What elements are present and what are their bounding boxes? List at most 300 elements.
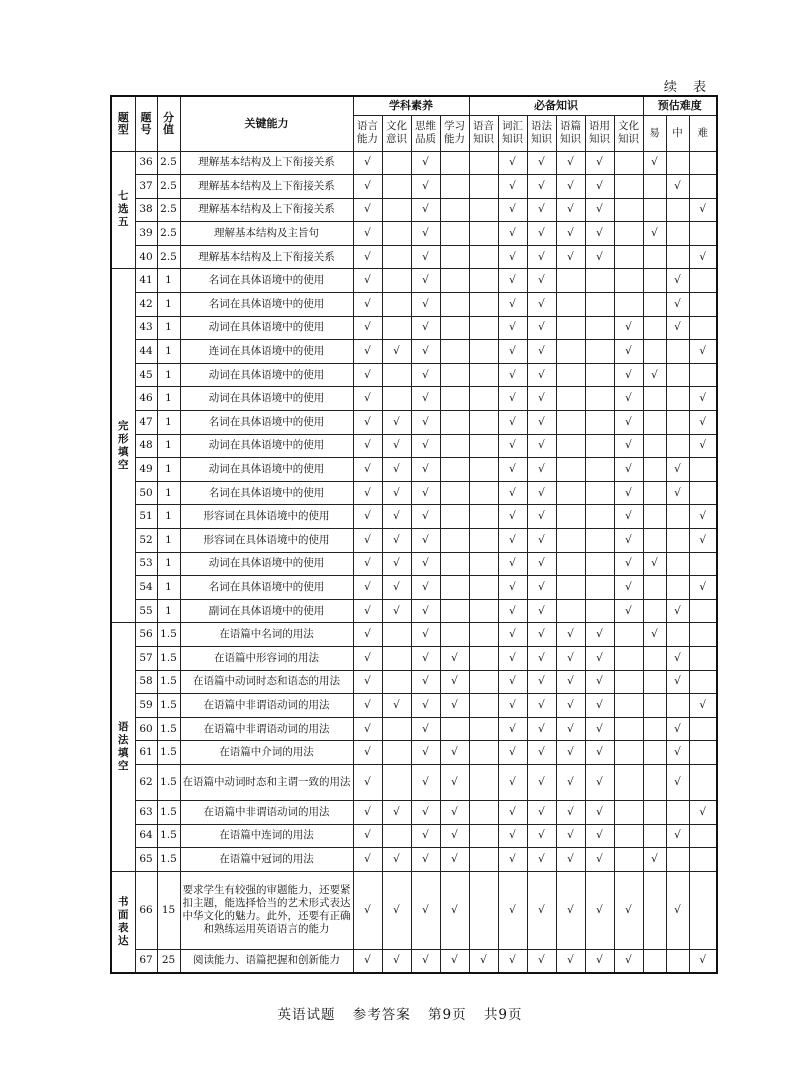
empty-cell	[469, 576, 498, 600]
empty-cell	[585, 505, 614, 529]
question-number-cell: 50	[135, 481, 157, 505]
empty-cell	[666, 198, 689, 222]
check-mark-cell: √	[353, 670, 382, 694]
table-row	[111, 340, 717, 364]
empty-cell	[689, 316, 717, 340]
check-mark-cell: √	[440, 646, 469, 670]
table-row	[111, 599, 717, 623]
empty-cell	[469, 293, 498, 317]
empty-cell	[382, 741, 411, 765]
table-row	[111, 552, 717, 576]
empty-cell	[382, 316, 411, 340]
check-mark-cell: √	[498, 411, 527, 435]
empty-cell	[440, 717, 469, 741]
check-mark-cell: √	[585, 623, 614, 647]
check-mark-cell: √	[440, 949, 469, 973]
empty-cell	[643, 198, 666, 222]
table-row	[111, 529, 717, 553]
check-mark-cell: √	[527, 529, 556, 553]
empty-cell	[643, 741, 666, 765]
empty-cell	[469, 505, 498, 529]
check-mark-cell: √	[382, 694, 411, 718]
score-cell: 1.5	[157, 741, 180, 765]
check-mark-cell: √	[527, 848, 556, 872]
table-row	[111, 646, 717, 670]
check-mark-cell: √	[498, 670, 527, 694]
check-mark-cell: √	[353, 411, 382, 435]
ability-cell: 理解基本结构及上下衔接关系	[180, 175, 353, 199]
subheader-cell: 学习能力	[440, 115, 469, 151]
check-mark-cell: √	[353, 316, 382, 340]
empty-cell	[469, 387, 498, 411]
check-mark-cell: √	[411, 245, 440, 269]
empty-cell	[440, 245, 469, 269]
subheader-cell: 文化意识	[382, 115, 411, 151]
check-mark-cell: √	[689, 505, 717, 529]
score-cell: 1.5	[157, 694, 180, 718]
table-row	[111, 245, 717, 269]
empty-cell	[689, 481, 717, 505]
empty-cell	[643, 387, 666, 411]
check-mark-cell: √	[353, 245, 382, 269]
ability-cell: 动词在具体语境中的使用	[180, 316, 353, 340]
check-mark-cell: √	[411, 175, 440, 199]
score-cell: 2.5	[157, 245, 180, 269]
header-num: 题号	[135, 96, 157, 151]
ability-cell: 名词在具体语境中的使用	[180, 411, 353, 435]
empty-cell	[469, 646, 498, 670]
ability-cell: 形容词在具体语境中的使用	[180, 529, 353, 553]
score-cell: 1	[157, 552, 180, 576]
check-mark-cell: √	[556, 694, 585, 718]
question-number-cell: 62	[135, 764, 157, 800]
footer-doc: 参考答案	[352, 1007, 411, 1023]
check-mark-cell: √	[498, 694, 527, 718]
empty-cell	[382, 175, 411, 199]
check-mark-cell: √	[440, 800, 469, 824]
check-mark-cell: √	[353, 434, 382, 458]
empty-cell	[469, 222, 498, 246]
empty-cell	[614, 646, 643, 670]
empty-cell	[469, 694, 498, 718]
check-mark-cell: √	[498, 576, 527, 600]
check-mark-cell: √	[498, 293, 527, 317]
check-mark-cell: √	[411, 340, 440, 364]
check-mark-cell: √	[411, 151, 440, 175]
check-mark-cell: √	[353, 646, 382, 670]
empty-cell	[614, 222, 643, 246]
check-mark-cell: √	[382, 552, 411, 576]
check-mark-cell: √	[440, 694, 469, 718]
check-mark-cell: √	[411, 481, 440, 505]
check-mark-cell: √	[666, 871, 689, 949]
check-mark-cell: √	[585, 741, 614, 765]
check-mark-cell: √	[382, 599, 411, 623]
table-row	[111, 458, 717, 482]
subheader-cell: 思维品质	[411, 115, 440, 151]
check-mark-cell: √	[353, 949, 382, 973]
check-mark-cell: √	[643, 222, 666, 246]
question-number-cell: 57	[135, 646, 157, 670]
check-mark-cell: √	[585, 670, 614, 694]
ability-cell: 理解基本结构及上下衔接关系	[180, 198, 353, 222]
header-row-groups	[111, 96, 717, 115]
empty-cell	[643, 458, 666, 482]
empty-cell	[666, 576, 689, 600]
check-mark-cell: √	[498, 505, 527, 529]
check-mark-cell: √	[498, 646, 527, 670]
ability-cell: 副词在具体语境中的使用	[180, 599, 353, 623]
check-mark-cell: √	[353, 269, 382, 293]
empty-cell	[689, 623, 717, 647]
empty-cell	[469, 151, 498, 175]
footer-subject: 英语试题	[277, 1007, 336, 1023]
check-mark-cell: √	[498, 552, 527, 576]
question-number-cell: 63	[135, 800, 157, 824]
score-cell: 1	[157, 505, 180, 529]
check-mark-cell: √	[585, 717, 614, 741]
score-cell: 1.5	[157, 824, 180, 848]
empty-cell	[469, 764, 498, 800]
empty-cell	[643, 871, 666, 949]
check-mark-cell: √	[382, 481, 411, 505]
empty-cell	[666, 245, 689, 269]
table-row	[111, 434, 717, 458]
check-mark-cell: √	[353, 293, 382, 317]
empty-cell	[440, 340, 469, 364]
table-row	[111, 949, 717, 973]
check-mark-cell: √	[498, 529, 527, 553]
empty-cell	[614, 824, 643, 848]
ability-cell: 在语篇中非谓语动词的用法	[180, 800, 353, 824]
check-mark-cell: √	[382, 458, 411, 482]
question-number-cell: 38	[135, 198, 157, 222]
check-mark-cell: √	[353, 599, 382, 623]
check-mark-cell: √	[353, 717, 382, 741]
check-mark-cell: √	[527, 552, 556, 576]
check-mark-cell: √	[666, 316, 689, 340]
empty-cell	[382, 623, 411, 647]
score-cell: 15	[157, 871, 180, 949]
empty-cell	[585, 340, 614, 364]
subheader-cell: 中	[666, 115, 689, 151]
check-mark-cell: √	[498, 824, 527, 848]
check-mark-cell: √	[689, 529, 717, 553]
check-mark-cell: √	[527, 269, 556, 293]
question-number-cell: 55	[135, 599, 157, 623]
empty-cell	[469, 481, 498, 505]
ability-cell: 名词在具体语境中的使用	[180, 576, 353, 600]
check-mark-cell: √	[556, 623, 585, 647]
check-mark-cell: √	[411, 576, 440, 600]
empty-cell	[556, 529, 585, 553]
check-mark-cell: √	[440, 871, 469, 949]
empty-cell	[643, 646, 666, 670]
empty-cell	[614, 670, 643, 694]
check-mark-cell: √	[666, 741, 689, 765]
empty-cell	[689, 824, 717, 848]
check-mark-cell: √	[527, 599, 556, 623]
empty-cell	[689, 552, 717, 576]
check-mark-cell: √	[411, 293, 440, 317]
check-mark-cell: √	[382, 529, 411, 553]
empty-cell	[614, 800, 643, 824]
check-mark-cell: √	[643, 552, 666, 576]
score-cell: 1	[157, 481, 180, 505]
table-row	[111, 871, 717, 949]
question-number-cell: 53	[135, 552, 157, 576]
empty-cell	[643, 694, 666, 718]
empty-cell	[382, 670, 411, 694]
header-score: 分值	[157, 96, 180, 151]
check-mark-cell: √	[585, 646, 614, 670]
check-mark-cell: √	[527, 198, 556, 222]
check-mark-cell: √	[411, 552, 440, 576]
question-number-cell: 59	[135, 694, 157, 718]
check-mark-cell: √	[666, 764, 689, 800]
table-row	[111, 824, 717, 848]
score-cell: 1.5	[157, 646, 180, 670]
empty-cell	[666, 340, 689, 364]
ability-cell: 动词在具体语境中的使用	[180, 552, 353, 576]
check-mark-cell: √	[498, 741, 527, 765]
empty-cell	[643, 800, 666, 824]
empty-cell	[689, 175, 717, 199]
empty-cell	[585, 576, 614, 600]
score-cell: 1.5	[157, 848, 180, 872]
check-mark-cell: √	[440, 848, 469, 872]
check-mark-cell: √	[498, 599, 527, 623]
empty-cell	[689, 670, 717, 694]
ability-cell: 名词在具体语境中的使用	[180, 293, 353, 317]
check-mark-cell: √	[498, 269, 527, 293]
subheader-cell: 易	[643, 115, 666, 151]
empty-cell	[440, 529, 469, 553]
empty-cell	[440, 458, 469, 482]
check-mark-cell: √	[527, 387, 556, 411]
check-mark-cell: √	[585, 949, 614, 973]
check-mark-cell: √	[585, 764, 614, 800]
subheader-cell: 难	[689, 115, 717, 151]
empty-cell	[469, 871, 498, 949]
empty-cell	[382, 269, 411, 293]
score-cell: 1	[157, 269, 180, 293]
question-number-cell: 52	[135, 529, 157, 553]
question-number-cell: 49	[135, 458, 157, 482]
check-mark-cell: √	[411, 198, 440, 222]
header-ability: 关键能力	[180, 96, 353, 151]
check-mark-cell: √	[382, 434, 411, 458]
check-mark-cell: √	[666, 717, 689, 741]
question-number-cell: 60	[135, 717, 157, 741]
empty-cell	[469, 363, 498, 387]
check-mark-cell: √	[411, 387, 440, 411]
question-number-cell: 40	[135, 245, 157, 269]
empty-cell	[556, 599, 585, 623]
empty-cell	[614, 741, 643, 765]
empty-cell	[440, 363, 469, 387]
check-mark-cell: √	[643, 151, 666, 175]
table-row	[111, 623, 717, 647]
subheader-cell: 语音知识	[469, 115, 498, 151]
check-mark-cell: √	[382, 505, 411, 529]
check-mark-cell: √	[353, 481, 382, 505]
score-cell: 1	[157, 387, 180, 411]
check-mark-cell: √	[382, 576, 411, 600]
check-mark-cell: √	[527, 646, 556, 670]
check-mark-cell: √	[556, 151, 585, 175]
check-mark-cell: √	[353, 363, 382, 387]
empty-cell	[382, 387, 411, 411]
check-mark-cell: √	[411, 222, 440, 246]
table-row	[111, 576, 717, 600]
check-mark-cell: √	[666, 646, 689, 670]
check-mark-cell: √	[353, 175, 382, 199]
score-cell: 2.5	[157, 222, 180, 246]
empty-cell	[614, 764, 643, 800]
empty-cell	[556, 269, 585, 293]
question-number-cell: 64	[135, 824, 157, 848]
check-mark-cell: √	[411, 800, 440, 824]
empty-cell	[469, 824, 498, 848]
empty-cell	[469, 670, 498, 694]
check-mark-cell: √	[353, 505, 382, 529]
ability-cell: 在语篇中非谓语动词的用法	[180, 694, 353, 718]
check-mark-cell: √	[411, 529, 440, 553]
check-mark-cell: √	[689, 694, 717, 718]
check-mark-cell: √	[527, 623, 556, 647]
question-number-cell: 41	[135, 269, 157, 293]
ability-cell: 连词在具体语境中的使用	[180, 340, 353, 364]
empty-cell	[666, 411, 689, 435]
check-mark-cell: √	[556, 670, 585, 694]
check-mark-cell: √	[440, 824, 469, 848]
check-mark-cell: √	[527, 670, 556, 694]
empty-cell	[689, 848, 717, 872]
empty-cell	[643, 670, 666, 694]
ability-cell: 阅读能力、语篇把握和创新能力	[180, 949, 353, 973]
empty-cell	[614, 717, 643, 741]
check-mark-cell: √	[498, 800, 527, 824]
subheader-cell: 语用知识	[585, 115, 614, 151]
check-mark-cell: √	[556, 646, 585, 670]
empty-cell	[469, 411, 498, 435]
ability-cell: 在语篇中冠词的用法	[180, 848, 353, 872]
check-mark-cell: √	[689, 411, 717, 435]
empty-cell	[440, 552, 469, 576]
empty-cell	[666, 222, 689, 246]
empty-cell	[440, 623, 469, 647]
ability-cell: 在语篇中连词的用法	[180, 824, 353, 848]
check-mark-cell: √	[498, 175, 527, 199]
check-mark-cell: √	[689, 198, 717, 222]
continued-label: 续 表	[663, 80, 712, 95]
subheader-cell: 语法知识	[527, 115, 556, 151]
empty-cell	[469, 741, 498, 765]
empty-cell	[643, 717, 666, 741]
score-cell: 1	[157, 411, 180, 435]
empty-cell	[643, 529, 666, 553]
empty-cell	[585, 387, 614, 411]
empty-cell	[556, 552, 585, 576]
empty-cell	[469, 623, 498, 647]
check-mark-cell: √	[689, 245, 717, 269]
check-mark-cell: √	[469, 949, 498, 973]
table-row	[111, 175, 717, 199]
check-mark-cell: √	[614, 599, 643, 623]
check-mark-cell: √	[585, 245, 614, 269]
check-mark-cell: √	[411, 824, 440, 848]
empty-cell	[614, 175, 643, 199]
empty-cell	[666, 848, 689, 872]
header-type: 题型	[111, 96, 135, 151]
table-row	[111, 151, 717, 175]
check-mark-cell: √	[585, 151, 614, 175]
check-mark-cell: √	[353, 764, 382, 800]
score-cell: 1	[157, 529, 180, 553]
empty-cell	[469, 800, 498, 824]
table-row	[111, 293, 717, 317]
empty-cell	[556, 481, 585, 505]
check-mark-cell: √	[353, 694, 382, 718]
empty-cell	[440, 434, 469, 458]
check-mark-cell: √	[411, 623, 440, 647]
table-row	[111, 717, 717, 741]
empty-cell	[585, 363, 614, 387]
table-row	[111, 764, 717, 800]
empty-cell	[440, 151, 469, 175]
check-mark-cell: √	[498, 151, 527, 175]
section-type-cell: 完形填空	[111, 269, 135, 623]
check-mark-cell: √	[527, 481, 556, 505]
question-number-cell: 39	[135, 222, 157, 246]
check-mark-cell: √	[382, 340, 411, 364]
empty-cell	[689, 717, 717, 741]
empty-cell	[469, 552, 498, 576]
check-mark-cell: √	[353, 848, 382, 872]
table-row	[111, 694, 717, 718]
question-number-cell: 42	[135, 293, 157, 317]
empty-cell	[556, 340, 585, 364]
check-mark-cell: √	[585, 800, 614, 824]
subheader-cell: 词汇知识	[498, 115, 527, 151]
check-mark-cell: √	[643, 623, 666, 647]
page-footer	[0, 1003, 800, 1023]
empty-cell	[440, 222, 469, 246]
table-row	[111, 481, 717, 505]
empty-cell	[614, 848, 643, 872]
check-mark-cell: √	[527, 694, 556, 718]
check-mark-cell: √	[498, 458, 527, 482]
question-number-cell: 61	[135, 741, 157, 765]
ability-cell: 理解基本结构及主旨句	[180, 222, 353, 246]
empty-cell	[440, 269, 469, 293]
answer-analysis-table	[110, 95, 718, 974]
check-mark-cell: √	[353, 552, 382, 576]
empty-cell	[666, 505, 689, 529]
check-mark-cell: √	[643, 363, 666, 387]
check-mark-cell: √	[353, 741, 382, 765]
score-cell: 2.5	[157, 151, 180, 175]
empty-cell	[585, 434, 614, 458]
table-row	[111, 411, 717, 435]
check-mark-cell: √	[382, 411, 411, 435]
score-cell: 1	[157, 599, 180, 623]
check-mark-cell: √	[527, 245, 556, 269]
empty-cell	[689, 646, 717, 670]
check-mark-cell: √	[411, 717, 440, 741]
section-type-cell: 语法填空	[111, 623, 135, 871]
